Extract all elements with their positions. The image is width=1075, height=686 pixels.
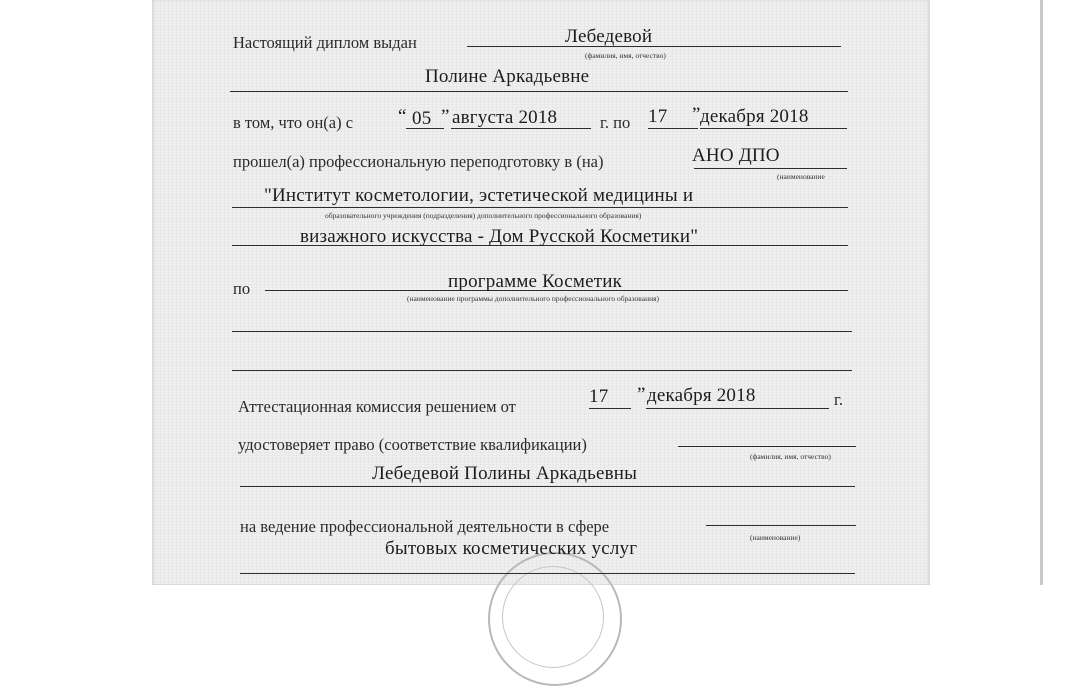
round-seal-inner-ring	[502, 566, 604, 668]
end-month-underline	[700, 128, 847, 129]
end-day-underline	[648, 128, 698, 129]
scan-background-right	[930, 0, 1075, 585]
fio-hint-2: (фамилия, имя, отчество)	[750, 452, 831, 461]
activity-field-underline	[240, 573, 855, 574]
end-quote-close: ”	[692, 104, 701, 125]
commission-month-underline	[646, 408, 829, 409]
activity-underline	[706, 525, 856, 526]
year-to-label: г. по	[600, 113, 631, 132]
training-label: прошел(а) профессиональную переподготовку в (на)	[233, 152, 604, 171]
end-month-year-value: декабря 2018	[700, 106, 809, 127]
program-value: программе Косметик	[448, 271, 623, 292]
activity-label: на ведение профессиональной деятельности в сфере	[240, 517, 610, 536]
certifies-label: удостоверяет право (соответствие квалификации)	[238, 435, 587, 454]
commission-label: Аттестационная комиссия решением от	[238, 397, 516, 416]
holder-name-value: Лебедевой Полины Аркадьевны	[372, 463, 638, 484]
year-suffix-label: г.	[834, 390, 844, 409]
org-short-value: АНО ДПО	[692, 145, 780, 166]
org-line1-underline	[232, 207, 848, 208]
commission-quote-close: ”	[637, 384, 646, 405]
commission-day-underline	[589, 408, 631, 409]
activity-field-value: бытовых косметических услуг	[385, 538, 638, 559]
start-day-value: 05	[412, 108, 432, 129]
issued-to-label: Настоящий диплом выдан	[233, 33, 417, 52]
blank-underline-2	[232, 370, 852, 371]
name-hint-2: (наименование)	[750, 533, 801, 542]
surname-underline	[467, 46, 841, 47]
name-patronymic-value: Полине Аркадьевне	[425, 66, 590, 87]
start-quote-close: ”	[441, 106, 450, 127]
holder-name-underline	[240, 486, 855, 487]
commission-day-value: 17	[589, 386, 609, 407]
org-hint: образовательного учреждения (подразделения) дополнительного профессионального образования)	[325, 211, 642, 220]
blank-underline-1	[232, 331, 852, 332]
scan-edge-line	[1040, 0, 1043, 585]
start-month-year-value: августа 2018	[452, 107, 558, 128]
org-short-underline	[694, 168, 847, 169]
fio-hint: (фамилия, имя, отчество)	[585, 51, 666, 60]
org-line2-value: визажного искусства - Дом Русской Косметики"	[300, 226, 699, 247]
surname-value: Лебедевой	[565, 26, 653, 47]
scan-background-left	[0, 0, 152, 585]
period-label: в том, что он(а) с	[233, 113, 354, 132]
certifies-underline	[678, 446, 856, 447]
program-by-label: по	[233, 279, 251, 298]
start-quote-open: “	[398, 106, 407, 127]
name-hint: (наименование	[777, 172, 825, 181]
name-underline	[230, 91, 848, 92]
org-line1-value: "Институт косметологии, эстетической медицины и	[264, 185, 694, 206]
program-hint: (наименование программы дополнительного профессионального образования)	[407, 294, 660, 303]
commission-month-year-value: декабря 2018	[647, 385, 756, 406]
end-day-value: 17	[648, 106, 668, 127]
